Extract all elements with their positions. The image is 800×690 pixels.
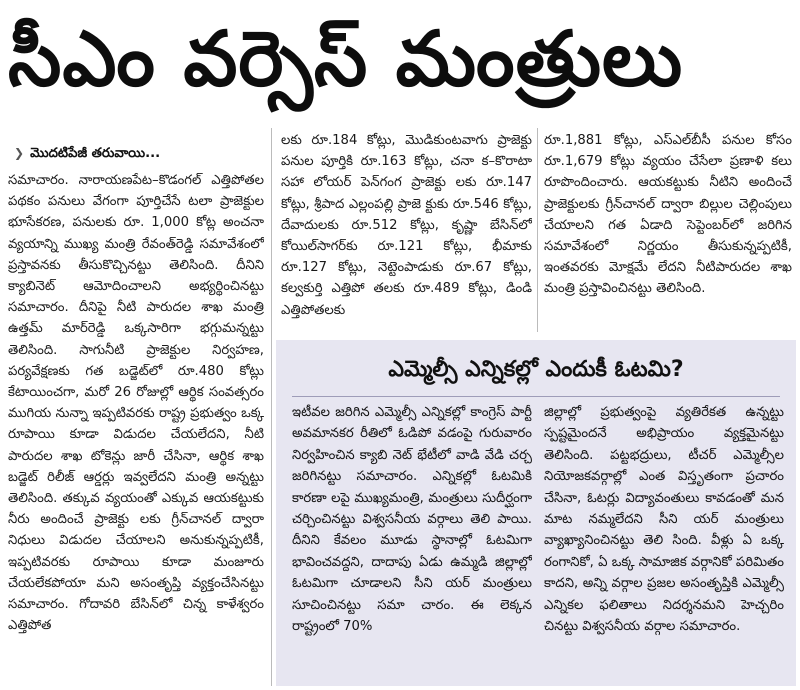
continued-from-front-page [14, 141, 264, 165]
box-divider [292, 396, 780, 397]
column-1-text: సమాచారం. నారాయణపేట–కొడంగల్ ఎత్తిపోతల పథకం పనులు వేగంగా పూర్తిచేసే టలా ప్రాజెక్టుల భూసేకరణ, పనులకు రూ. 1,000 కోట్ల అంచనా వ్యయాన్ని ముఖ్య మంత్రి రేవంత్‌రెడ్డి సమావేశంలో ప్రస్తావనకు తీసుకొచ్చినట్టు తెలిసింది. దీనిని క్యాబినెట్ ఆమోదించాలని అభ్యర్థించినట్టు సమాచారం. దీనిపై నీటి పారుదల శాఖ మంత్రి ఉత్తమ్ మార్‌రెడ్డి ఒక్కసారిగా భగ్గుమన్నట్టు తెలిసింది. సాగునీటి ప్రాజెక్టుల నిర్వహణ, పర్యవేక్షణకు గత బడ్జెట్‌లో రూ.480 కోట్లు కేటాయించగా, మరో 26 రోజుల్లో ఆర్థిక సంవత్సరం ముగియ నున్నా ఇప్పటివరకు రాష్ట్ర ప్రభుత్వం ఒక్క రూపాయి కూడా విడుదల చేయలేదని, నీటి పారుదల శాఖ టోకెన్లు జారీ చేసినా, ఆర్థిక శాఖ బడ్జెట్ రిలీజ్ ఆర్డర్లు ఇవ్వలేదని మంత్రి అన్నట్టు తెలిసింది. తక్కువ వ్యయంతో ఎక్కువ ఆయకట్టుకు నీరు అందించే ప్రాజెక్టు లకు గ్రీన్‌చానల్ ద్వారా నిధులు విడుదల చేయాలని అనుకున్నప్పటికీ, ఇప్పటివరకు రూపాయి కూడా మంజూరు చేయలేకపోయా మని అసంతృప్తి వ్యక్తంచేసినట్టు సమాచారం. గోదావరి బేసిన్‌లో చిన్న కాళేశ్వరం ఎత్తిపోత [8, 173, 264, 634]
jump-label: మొదటిపేజీ తరువాయి... [30, 146, 161, 161]
box-column-2: జిల్లాల్లో ప్రభుత్వంపై వ్యతిరేకత ఉన్నట్టు స్పష్టమైందనే అభిప్రాయం వ్యక్తమైనట్టు తెలిసింది. పట్టభద్రులు, టీచర్ ఎమ్మెల్సీల నియోజకవర్గాల్లో ఎంత విస్తృతంగా ప్రచారం చేసినా, ఓటర్లు విద్యావంతులు కావడంతో మన మాట నమ్మలేదని సీని యర్ మంత్రులు వ్యాఖ్యానించినట్టు తెలి సింది. వీళ్లు ఏ ఒక్క రంగానికో, ఏ ఒక్క సామాజిక వర్గానికో పరిమితం కాదని, అన్ని వర్గాల ప్రజల అసంతృప్తికి ఎమ్మెల్సీ ఎన్నికల ఫలితాలు నిదర్శనమని హెచ్చరిం చినట్టు విశ్వసనీయ వర్గాల సమాచారం. [544, 405, 784, 635]
headline: సీఎం వర్సెస్ మంత్రులు [8, 14, 684, 103]
column-divider [271, 128, 272, 686]
article-column-3 [544, 130, 792, 332]
article-column-2 [281, 130, 532, 332]
sidebar-box [276, 340, 796, 686]
box-title: ఎమ్మెల్సీ ఎన్నికల్లో ఎందుకీ ఓటమి? [388, 357, 684, 382]
column-2-text: లకు రూ.184 కోట్లు, మొడికుంటవాగు ప్రాజెక్టు పనుల పూర్తికి రూ.163 కోట్లు, చనా క–కొరాటా సహా లోయర్ పెన్‌గంగ ప్రాజెక్టు లకు రూ.147 కోట్లు, శ్రీపాద ఎల్లంపల్లి ప్రాజె క్టుకు రూ.546 కోట్లు, దేవాదులకు రూ.512 కోట్లు, కృష్ణా బేసిన్‌లో కోయిల్‌సాగర్‌కు రూ.121 కోట్లు, భీమాకు రూ.127 కోట్లు, నెట్టెంపాడుకు రూ.67 కోట్లు, కల్వకుర్తి ఎత్తిపో తలకు రూ.489 కోట్లు, డిండి ఎత్తిపోతలకు [281, 133, 532, 318]
box-column-1: ఇటీవల జరిగిన ఎమ్మెల్సీ ఎన్నికల్లో కాంగ్రెస్ పార్టీ అవమానకర రీతిలో ఓడిపో వడంపై గురువారం నిర్వహించిన క్యాబి నెట్ భేటీలో వాడి వేడి చర్చ జరిగినట్టు సమాచారం. ఎన్నికల్లో ఓటమికి కారణా లపై ముఖ్యమంత్రి, మంత్రులు సుదీర్ఘంగా చర్చించినట్టు విశ్వసనీయ వర్గాలు తెలి పాయి. దీనిని కేవలం మూడు స్థానాల్లో ఓటమిగా భావించవద్దని, దాదాపు ఏడు ఉమ్మడి జిల్లాల్లో ఓటమిగా చూడాలని సీని యర్ మంత్రులు సూచించినట్టు సమా చారం. ఈ లెక్కన రాష్ట్రంలో 70% [292, 405, 532, 635]
article-column-1 [8, 170, 264, 686]
column-3-text: రూ.1,881 కోట్లు, ఎస్ఎల్‌బీసీ పనుల కోసం రూ.1,679 కోట్లు వ్యయం చేసేలా ప్రణాళి కలు రూపొందించారు. ఆయకట్టుకు నీటిని అందించే ప్రాజెక్టులకు గ్రీన్‌చానల్ ద్వారా బిల్లుల చెల్లింపులు చేయాలని గత ఏడాది సెప్టెంబర్‌లో జరిగిన సమావేశంలో నిర్ణయం తీసుకున్నప్పటికీ, ఇంతవరకు మోక్షమే లేదని నీటిపారుదల శాఖ మంత్రి ప్రస్తావించినట్టు తెలిసింది. [544, 133, 792, 297]
chevron-right-icon: ❯ [14, 146, 25, 160]
column-divider [537, 128, 538, 332]
